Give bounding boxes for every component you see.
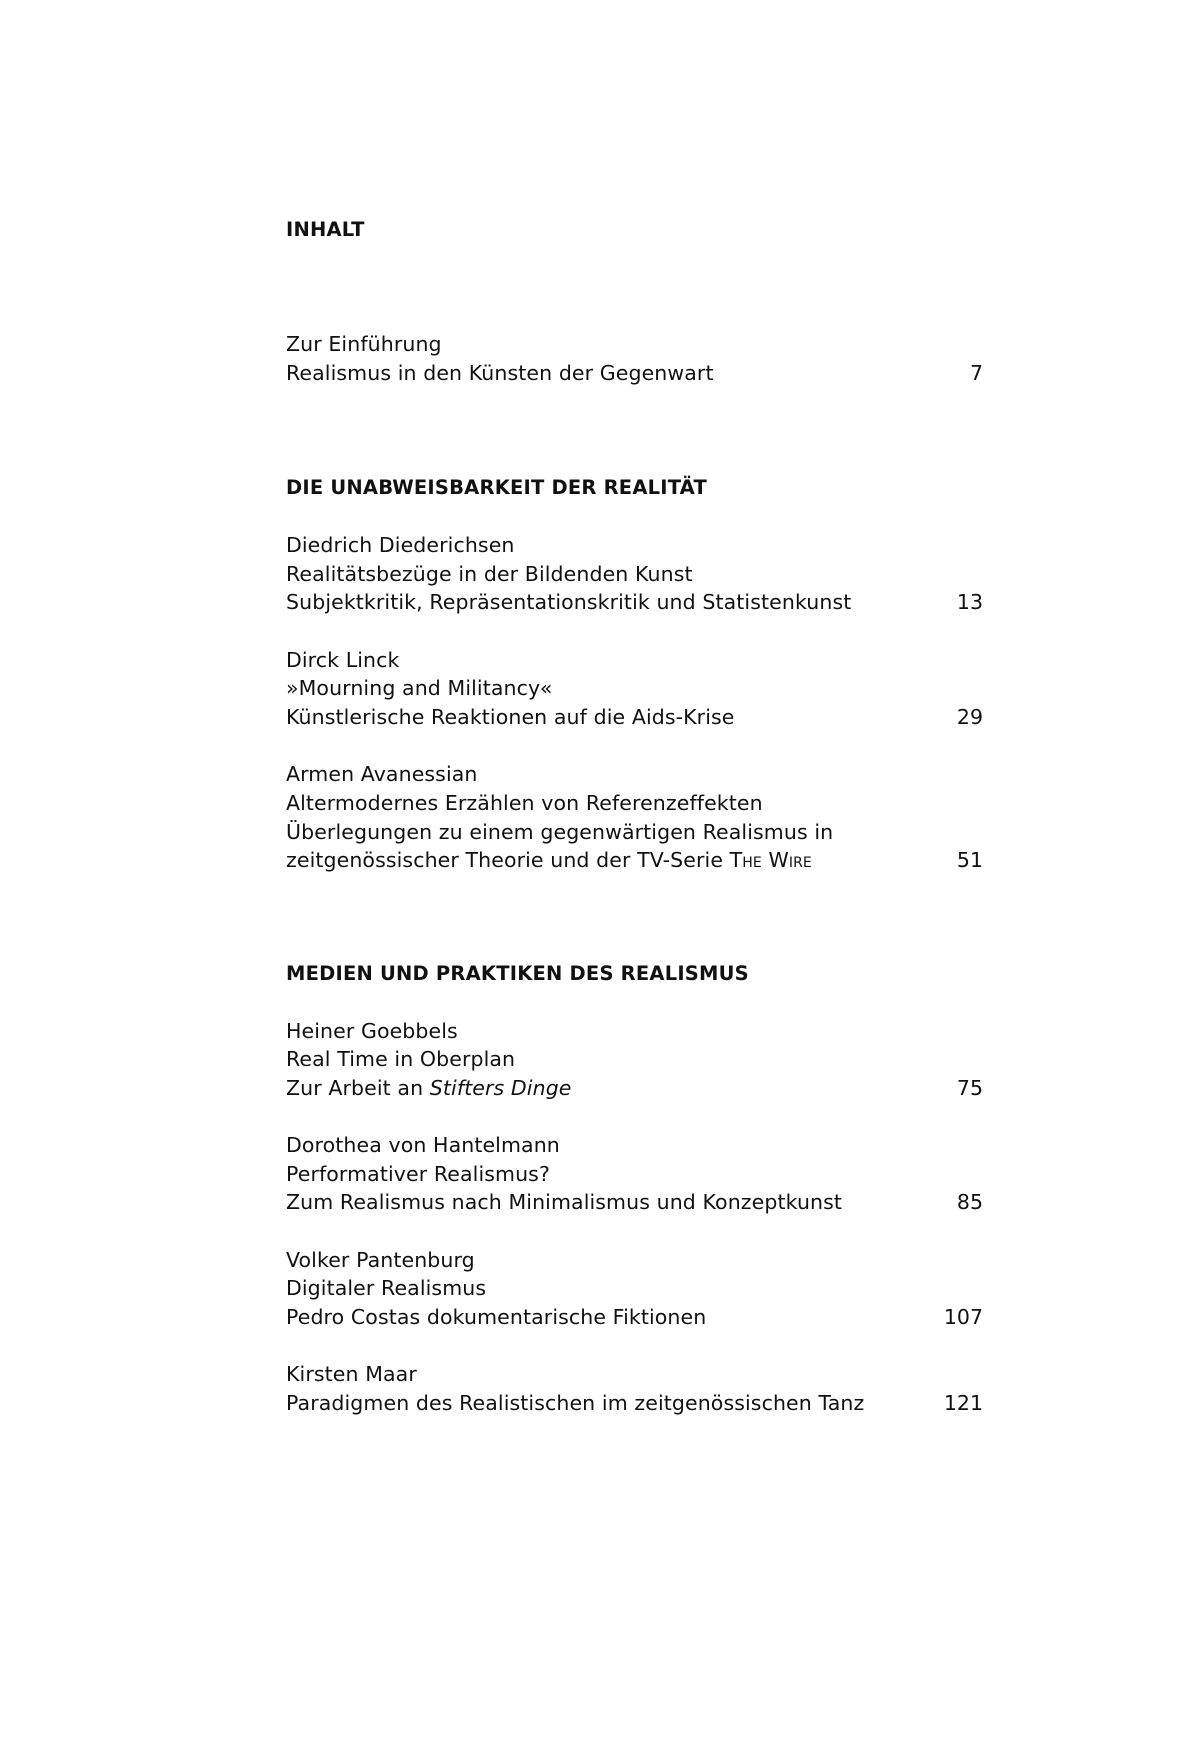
entry-page-number: 29 — [956, 705, 983, 729]
intro-line-1: Zur Einführung — [286, 332, 442, 356]
entry-subtitle-prefix: zeitgenössischer Theorie und der TV-Serie — [286, 848, 730, 872]
entry-page-number: 13 — [956, 590, 983, 614]
entry-subtitle — [286, 1074, 572, 1102]
intro-page-number: 7 — [969, 361, 983, 385]
entry-title: Real Time in Oberplan — [286, 1047, 516, 1071]
entry-subtitle: Künstlerische Reaktionen auf die Aids-Krise — [286, 705, 735, 729]
entry-title: »Mourning and Militancy« — [286, 676, 553, 700]
entry-page-number: 121 — [943, 1391, 983, 1415]
entry-author: Diedrich Diederichsen — [286, 533, 515, 557]
entry-page-number: 75 — [956, 1076, 983, 1100]
toc-title: INHALT — [286, 218, 365, 241]
entry-page-number: 107 — [943, 1305, 983, 1329]
work-title: Stifters Dinge — [429, 1076, 572, 1100]
entry-subtitle: Überlegungen zu einem gegenwärtigen Realismus in — [286, 820, 834, 844]
entry-author: Armen Avanessian — [286, 762, 478, 786]
entry-subtitle: Pedro Costas dokumentarische Fiktionen — [286, 1305, 707, 1329]
entry-page-number: 51 — [956, 848, 983, 872]
entry-author: Kirsten Maar — [286, 1362, 417, 1386]
series-title: The Wire — [729, 848, 812, 872]
intro-line-2: Realismus in den Künsten der Gegenwart — [286, 361, 714, 385]
section-heading-2: MEDIEN UND PRAKTIKEN DES REALISMUS — [286, 962, 749, 985]
entry-author: Volker Pantenburg — [286, 1248, 475, 1272]
entry-title: Performativer Realismus? — [286, 1162, 550, 1186]
entry-title: Paradigmen des Realistischen im zeitgenössischen Tanz — [286, 1391, 865, 1415]
entry-subtitle: Zum Realismus nach Minimalismus und Konzeptkunst — [286, 1190, 843, 1214]
entry-title: Altermodernes Erzählen von Referenzeffekten — [286, 791, 763, 815]
entry-subtitle-prefix: Zur Arbeit an — [286, 1076, 430, 1100]
entry-title: Realitätsbezüge in der Bildenden Kunst — [286, 562, 693, 586]
entry-page-number: 85 — [956, 1190, 983, 1214]
entry-title: Digitaler Realismus — [286, 1276, 487, 1300]
entry-subtitle-line-2 — [286, 846, 812, 874]
entry-author: Dorothea von Hantelmann — [286, 1133, 560, 1157]
section-heading-1: DIE UNABWEISBARKEIT DER REALITÄT — [286, 476, 707, 499]
entry-author: Heiner Goebbels — [286, 1019, 458, 1043]
entry-subtitle: Subjektkritik, Repräsentationskritik und Statistenkunst — [286, 590, 852, 614]
entry-author: Dirck Linck — [286, 648, 400, 672]
